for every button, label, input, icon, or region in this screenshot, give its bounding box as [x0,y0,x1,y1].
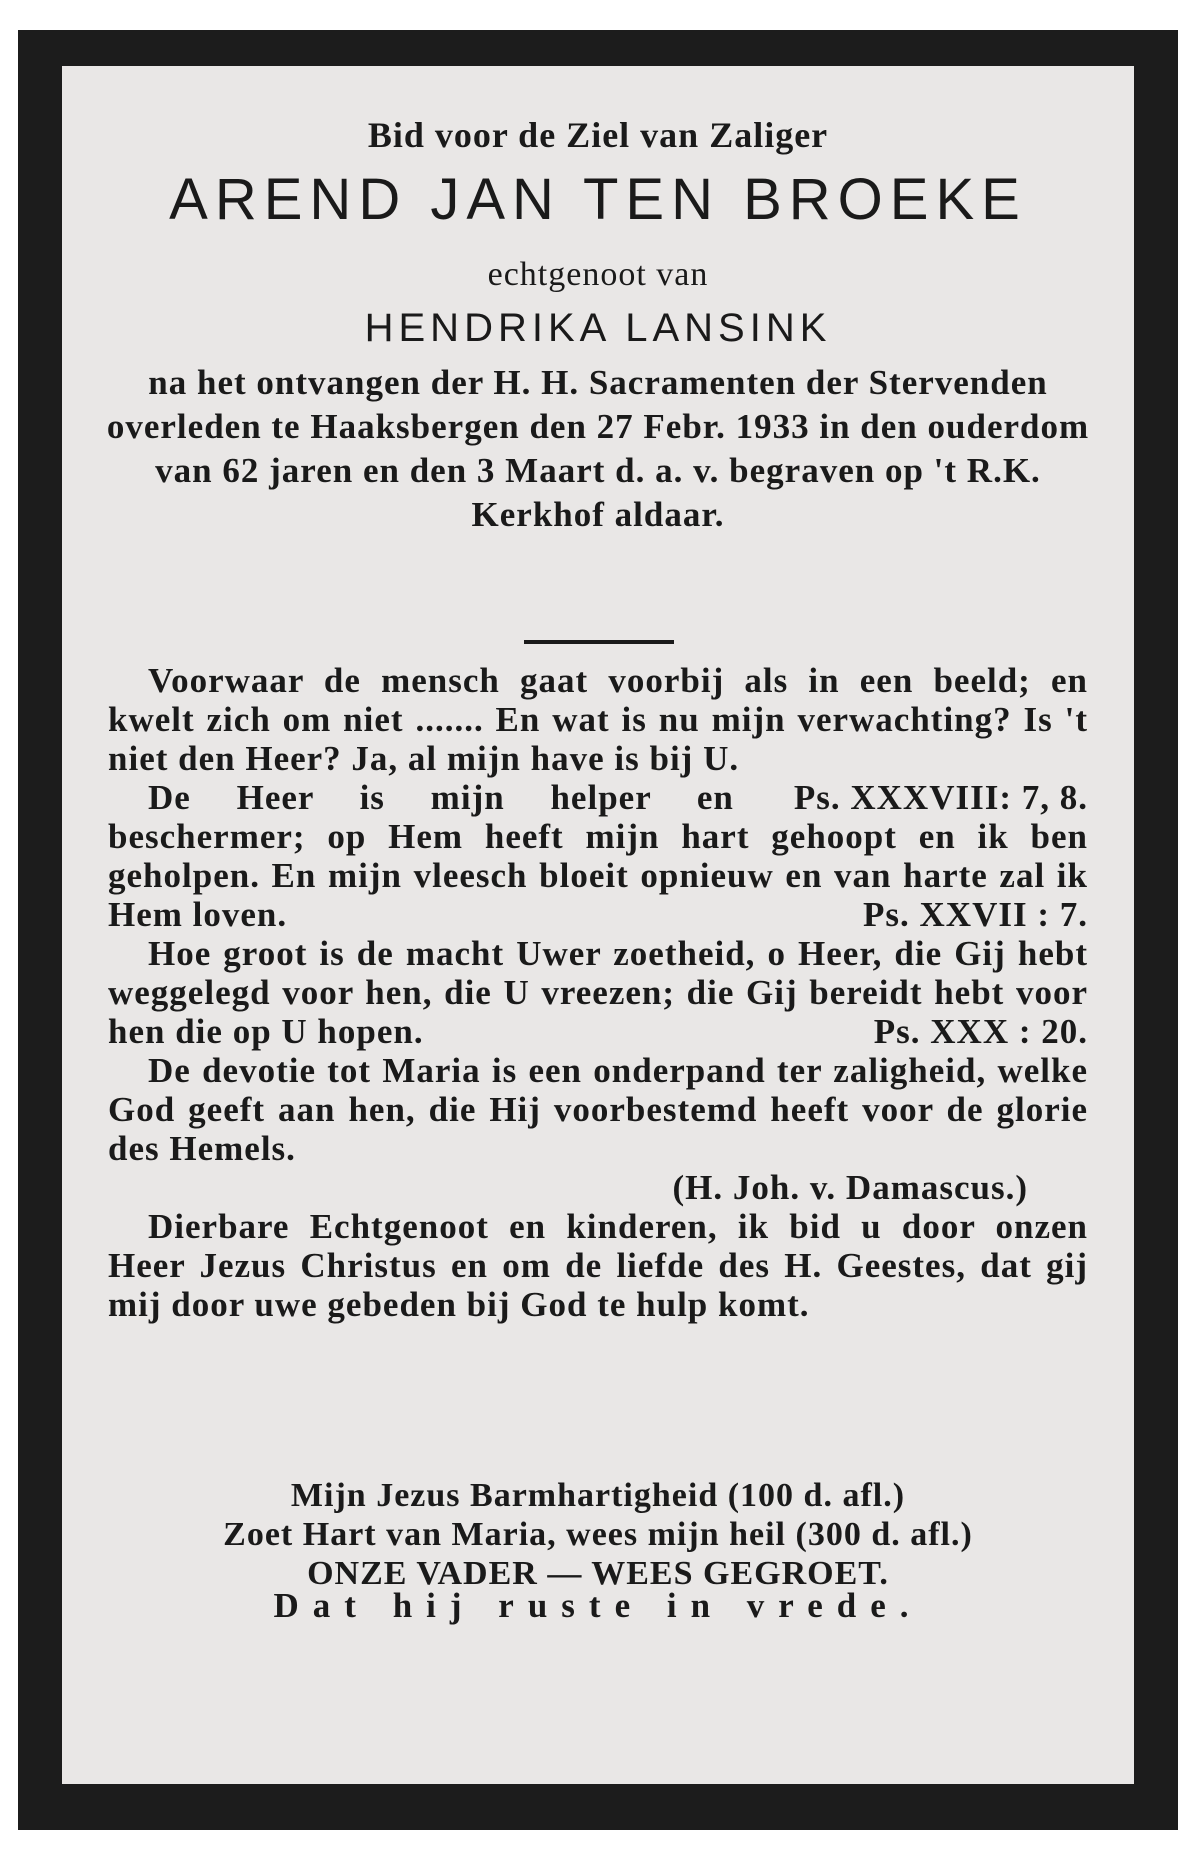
verse-text: De Heer is mijn helper en beschermer; op Hem heeft mijn hart gehoopt en ik ben geholpen. En mijn vleesch bloeit opnieuw en van harte zal ik Hem loven. [108,778,1088,934]
verse-text: De devotie tot Maria is een onderpand ter zaligheid, welke God geeft aan hen, die Hij voorbestemd heeft voor de glorie des Hemels. [108,1051,1088,1168]
prayer-line: Zoet Hart van Maria, wees mijn heil (300 d. afl.) [223,1516,973,1553]
prayers-block [102,1476,1094,1593]
verse-paragraph [108,934,1088,1051]
verse-reference: Ps. XXVII : 7. [863,895,1088,934]
verse-paragraph [108,661,1088,817]
prayer-line: ONZE VADER — WEES GEGROET. [307,1555,889,1592]
verse-reference: Ps. XXXVIII: 7, 8. [793,778,1088,817]
verse-reference: (H. Joh. v. Damascus.) [672,1168,1028,1207]
verse-paragraph [108,1207,1088,1324]
verses-block [108,661,1088,1324]
verse-text: Dierbare Echtgenoot en kinderen, ik bid u door onzen Heer Jezus Christus en om de liefde des H. Geestes, dat gij mij door uwe gebeden bij God te hulp komt. [108,1207,1088,1324]
verse-reference: Ps. XXX : 20. [873,1012,1088,1051]
memorial-card [18,30,1178,1830]
death-notice: na het ontvangen der H. H. Sacramenten der Stervenden overleden te Haaksbergen den 27 Febr. 1933 in den ouderdom van 62 jaren en den 3 Maart d. a. v. begraven op 't R.K. Kerkhof aldaar. [106,363,1090,534]
card-paper [62,66,1134,1784]
spouse-name: HENDRIKA LANSINK [364,306,832,350]
verse-paragraph [108,1051,1088,1168]
divider-rule [524,640,674,644]
prayer-line: Mijn Jezus Barmhartigheid (100 d. afl.) [290,1477,906,1514]
intro-line: Bid voor de Ziel van Zaliger [367,115,829,155]
spouse-intro: echtgenoot van [487,256,709,293]
closing-line: Dat hij ruste in vrede. [273,1586,923,1625]
deceased-name: AREND JAN TEN BROEKE [169,167,1027,232]
verse-text: Voorwaar de mensch gaat voorbij als in een beeld; en kwelt zich om niet ....... En wat is nu mijn verwachting? Is 't niet den Heer? Ja, al mijn have is bij U. [108,661,1088,778]
verse-text: Hoe groot is de macht Uwer zoetheid, o Heer, die Gij hebt weggelegd voor hen, die U vreezen; die Gij bereidt hebt voor hen die op U hopen. [108,934,1088,1051]
